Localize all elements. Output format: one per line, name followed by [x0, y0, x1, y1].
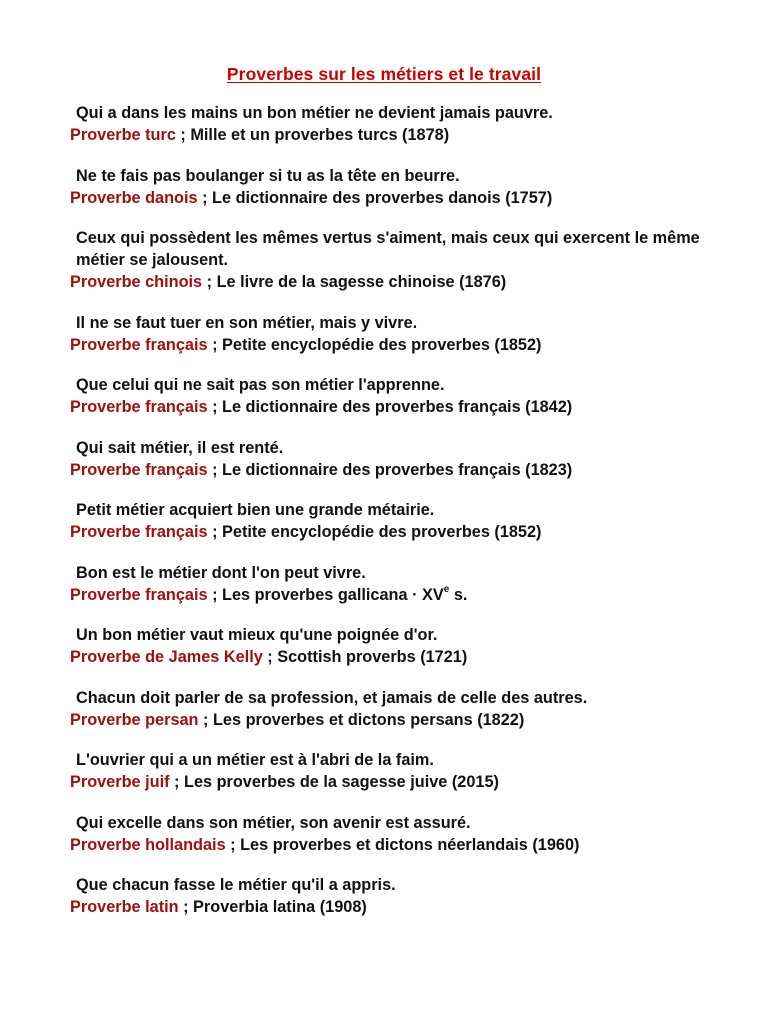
proverb-origin: Proverbe latin — [70, 898, 179, 916]
proverb-source: ; Proverbia latina (1908) — [178, 898, 367, 916]
proverb-source: ; Les proverbes et dictons néerlandais (1960) — [225, 835, 580, 854]
proverb-entry — [70, 165, 730, 209]
proverb-attribution — [70, 187, 730, 209]
proverb-entry — [70, 437, 730, 481]
proverb-origin: Proverbe turc — [70, 126, 176, 144]
proverb-attribution — [70, 771, 730, 793]
proverb-source: ; Le dictionnaire des proverbes français (1823) — [207, 460, 573, 479]
proverb-quote: L'ouvrier qui a un métier est à l'abri de la faim. — [76, 751, 434, 769]
proverb-attribution — [70, 521, 730, 543]
proverb-origin: Proverbe persan — [70, 710, 199, 729]
proverb-source: ; Le dictionnaire des proverbes français (1842) — [207, 398, 573, 416]
proverb-entry — [70, 499, 730, 543]
proverb-quote: Un bon métier vaut mieux qu'une poignée d'or. — [76, 626, 438, 644]
proverb-quote: Que celui qui ne sait pas son métier l'apprenne. — [76, 376, 445, 394]
proverb-origin: Proverbe de James Kelly — [70, 648, 263, 666]
proverb-entry — [70, 312, 730, 356]
proverb-source: ; Les proverbes gallicana · XV — [207, 585, 444, 604]
proverb-entry — [70, 562, 730, 606]
proverb-entry — [70, 624, 730, 668]
proverb-attribution — [70, 124, 730, 146]
proverb-origin: Proverbe français — [70, 460, 208, 479]
proverb-source: ; Petite encyclopédie des proverbes (1852) — [207, 335, 542, 354]
proverb-origin: Proverbe hollandais — [70, 835, 226, 854]
proverb-quote: Qui sait métier, il est renté. — [76, 438, 284, 457]
proverb-attribution — [70, 271, 730, 293]
proverb-origin: Proverbe français — [70, 335, 208, 354]
proverb-quote: Que chacun fasse le métier qu'il a appris. — [76, 876, 396, 894]
proverb-entry — [70, 749, 730, 793]
proverb-attribution — [70, 834, 730, 856]
proverb-attribution — [70, 709, 730, 731]
proverb-entry — [70, 102, 730, 146]
proverb-quote: Ne te fais pas boulanger si tu as la tête en beurre. — [76, 166, 460, 185]
proverb-attribution — [70, 459, 730, 481]
proverb-list — [70, 102, 730, 937]
proverb-origin: Proverbe français — [70, 585, 208, 604]
proverb-quote: Qui excelle dans son métier, son avenir est assuré. — [76, 813, 471, 832]
proverb-source: ; Petite encyclopédie des proverbes (1852) — [207, 523, 542, 541]
proverb-quote: Qui a dans les mains un bon métier ne devient jamais pauvre. — [76, 104, 553, 122]
proverb-source: ; Scottish proverbs (1721) — [262, 648, 468, 666]
proverb-attribution — [70, 584, 730, 606]
proverb-origin: Proverbe français — [70, 398, 208, 416]
proverb-origin: Proverbe chinois — [70, 273, 203, 291]
proverb-source: ; Le livre de la sagesse chinoise (1876) — [202, 273, 507, 291]
proverb-attribution — [70, 896, 730, 918]
proverb-source-end: s. — [449, 585, 468, 604]
proverb-attribution — [70, 646, 730, 668]
proverb-entry — [70, 227, 730, 293]
proverb-entry — [70, 874, 730, 918]
proverb-quote: Ceux qui possèdent les mêmes vertus s'aiment, mais ceux qui exercent le même métier se jalousent. — [76, 229, 700, 269]
proverb-entry — [70, 374, 730, 418]
proverb-source: ; Mille et un proverbes turcs (1878) — [175, 126, 450, 144]
proverb-attribution — [70, 334, 730, 356]
proverb-quote: Petit métier acquiert bien une grande métairie. — [76, 501, 435, 519]
proverb-origin: Proverbe juif — [70, 773, 170, 791]
proverb-quote: Bon est le métier dont l'on peut vivre. — [76, 563, 366, 582]
proverb-attribution — [70, 396, 730, 418]
page-title: Proverbes sur les métiers et le travail — [226, 64, 542, 84]
century-superscript: e — [443, 584, 450, 596]
proverb-origin: Proverbe danois — [70, 188, 198, 207]
proverb-source: ; Le dictionnaire des proverbes danois (1757) — [197, 188, 553, 207]
proverb-entry — [70, 687, 730, 731]
proverb-origin: Proverbe français — [70, 523, 208, 541]
proverb-source: ; Les proverbes et dictons persans (1822) — [198, 710, 525, 729]
proverb-source: ; Les proverbes de la sagesse juive (2015) — [169, 773, 499, 791]
proverb-entry — [70, 812, 730, 856]
proverb-quote: Il ne se faut tuer en son métier, mais y vivre. — [76, 313, 418, 332]
proverb-quote: Chacun doit parler de sa profession, et jamais de celle des autres. — [76, 688, 588, 707]
